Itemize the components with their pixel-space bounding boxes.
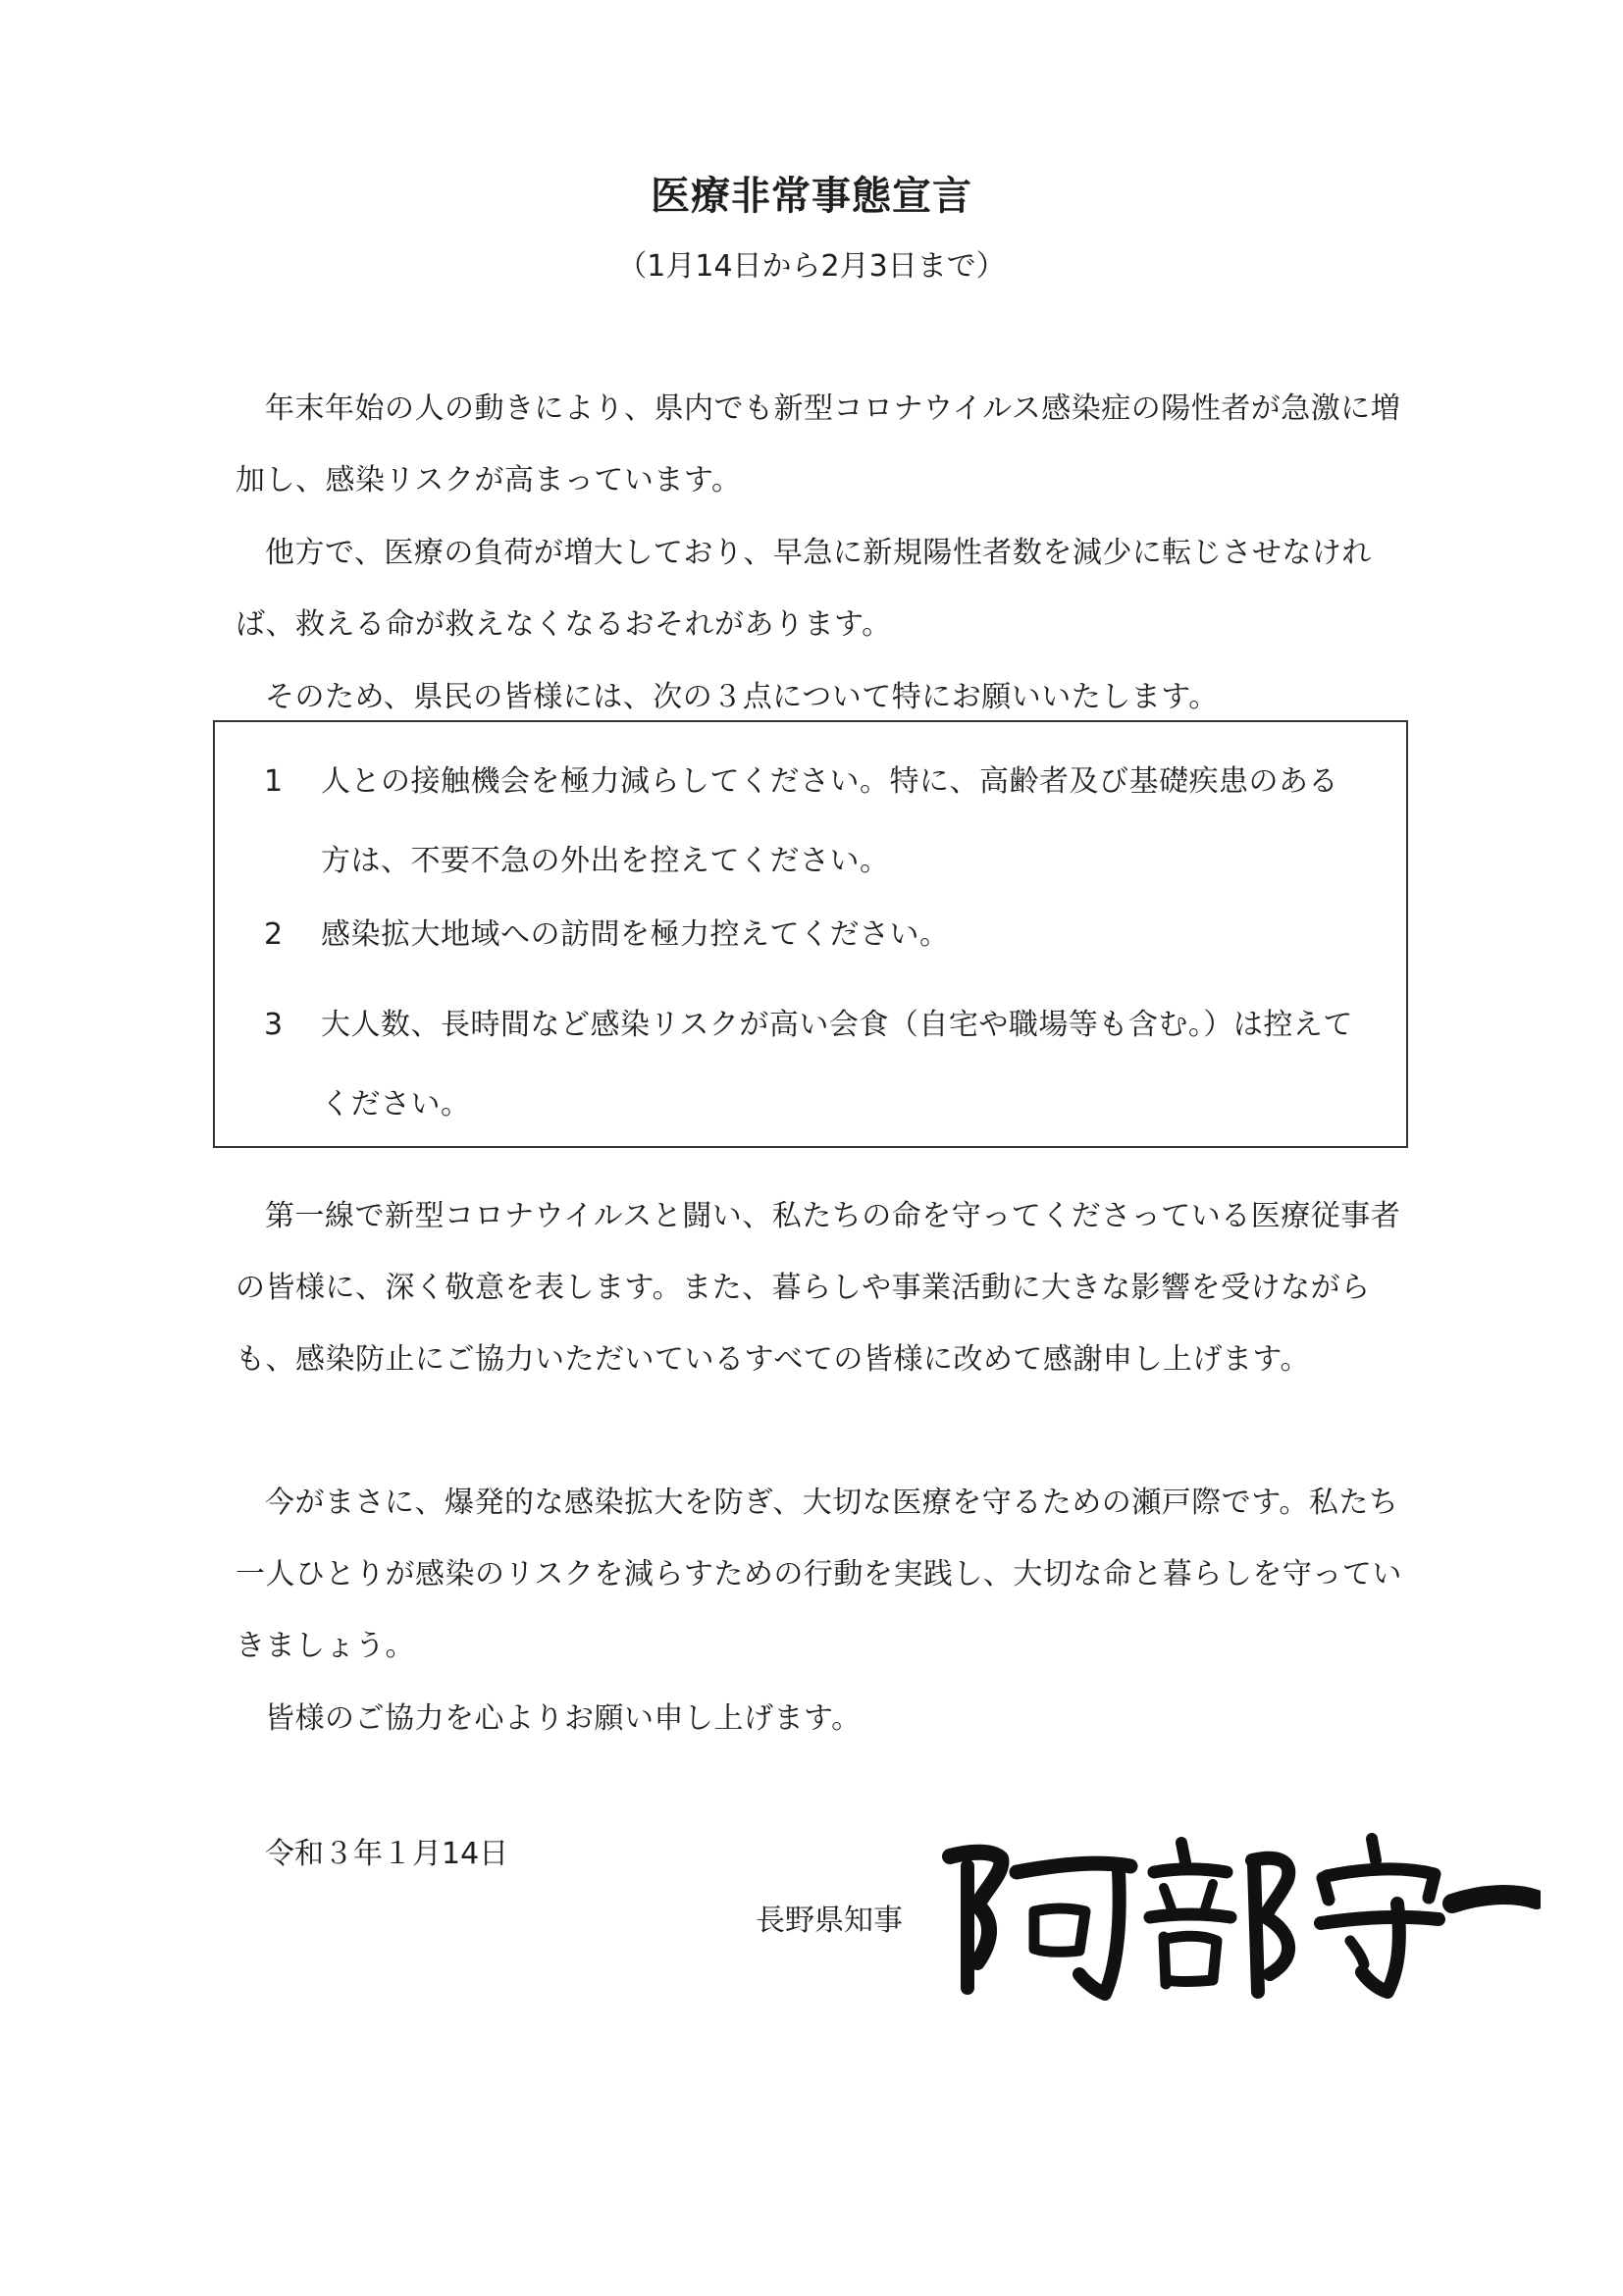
paragraph-request-lead: そのため、県民の皆様には、次の３点について特にお願いいたします。 xyxy=(265,680,1219,714)
handwritten-signature xyxy=(932,1815,1541,2002)
request-text: 感染拡大地域への訪問を極力控えてください。 xyxy=(321,917,950,952)
request-box xyxy=(213,720,1408,1148)
request-number: 1 xyxy=(264,764,284,799)
request-text: 大人数、長時間など感染リスクが高い会食（自宅や職場等も含む。）は控えてください。 xyxy=(321,1008,1353,1122)
paragraph-critical-moment: 今がまさに、爆発的な感染拡大を防ぎ、大切な医療を守るための瀬戸際です。私たち一人ひとりが感染のリスクを減らすための行動を実践し、大切な命と暮らしを守っていきましょう。 xyxy=(236,1486,1402,1663)
document-period: （1月14日から2月3日まで） xyxy=(617,249,1006,284)
request-number: 2 xyxy=(264,917,284,952)
paragraph-medical-burden: 他方で、医療の負荷が増大しており、早急に新規陽性者数を減少に転じさせなければ、救える命が救えなくなるおそれがあります。 xyxy=(236,536,1372,642)
signatory-title: 長野県知事 xyxy=(756,1904,903,1938)
paragraph-intro: 年末年始の人の動きにより、県内でも新型コロナウイルス感染症の陽性者が急激に増加し、感染リスクが高まっています。 xyxy=(236,391,1401,497)
request-text: 人との接触機会を極力減らしてください。特に、高齢者及び基礎疾患のある方は、不要不急の外出を控えてください。 xyxy=(321,764,1338,878)
paragraph-gratitude: 第一線で新型コロナウイルスと闘い、私たちの命を守ってくださっている医療従事者の皆様に、深く敬意を表します。また、暮らしや事業活動に大きな影響を受けながらも、感染防止にご協力いただいているすべての皆様に改めて感謝申し上げます。 xyxy=(236,1199,1401,1377)
request-number: 3 xyxy=(264,1008,284,1042)
paragraph-closing: 皆様のご協力を心よりお願い申し上げます。 xyxy=(265,1701,862,1736)
document-date: 令和３年１月14日 xyxy=(265,1837,509,1871)
document-title: 医療非常事態宣言 xyxy=(651,174,972,219)
